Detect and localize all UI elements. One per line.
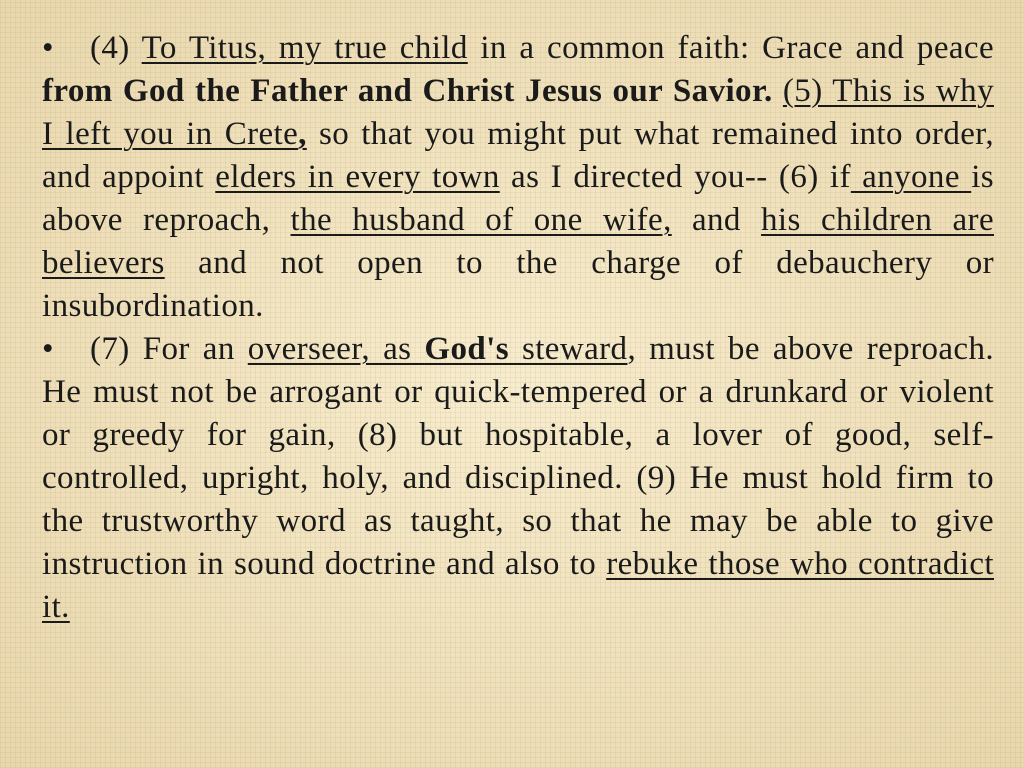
underlined-phrase: steward <box>508 331 628 367</box>
text-span: (7) For an <box>90 331 248 367</box>
underlined-phrase: elders in every town <box>215 159 500 195</box>
underlined-phrase: anyone <box>850 159 972 195</box>
underlined-phrase: To Titus, my true child <box>141 30 468 66</box>
bold-underlined-phrase: God's <box>424 331 509 367</box>
text-span: (4) <box>90 30 142 66</box>
text-span: and not open to the charge of debauchery or insubordination. <box>42 245 994 324</box>
text-span <box>773 73 783 109</box>
bullet-icon: • <box>42 331 54 367</box>
text-span: in a common faith: Grace and peace <box>467 30 994 66</box>
bold-phrase: from God the Father and Christ Jesus our Savior. <box>42 73 773 109</box>
bullet-icon: • <box>42 30 54 66</box>
underlined-phrase: rebuke those who contradict it. <box>42 546 994 625</box>
text-span: so that you might put what remained into order, and appoint <box>42 116 994 195</box>
underlined-phrase: (5) This is why I left you in Crete <box>42 73 994 152</box>
underlined-phrase: his children are believers <box>42 202 994 281</box>
text-span: is above reproach, <box>42 159 994 238</box>
text-span: , must be above reproach. He must not be arrogant or quick-tempered or a drunkard or violent or greedy for gain, (8) but hospitable, a lover of good, self-controlled, upright, holy, and disciplined. (9) He must hold firm to the trustworthy word as taught, so that he may be able to give instruction in sound doctrine and also to <box>42 331 994 582</box>
text-span: and <box>671 202 762 238</box>
bullet-paragraph-2 <box>42 328 994 629</box>
bullet-paragraph-1 <box>42 27 994 328</box>
bold-underlined-phrase: , <box>298 116 307 152</box>
slide-body <box>42 27 994 747</box>
text-span: as I directed you-- (6) if <box>499 159 851 195</box>
underlined-phrase: the husband of one wife, <box>290 202 672 238</box>
underlined-phrase: overseer, as <box>247 331 425 367</box>
